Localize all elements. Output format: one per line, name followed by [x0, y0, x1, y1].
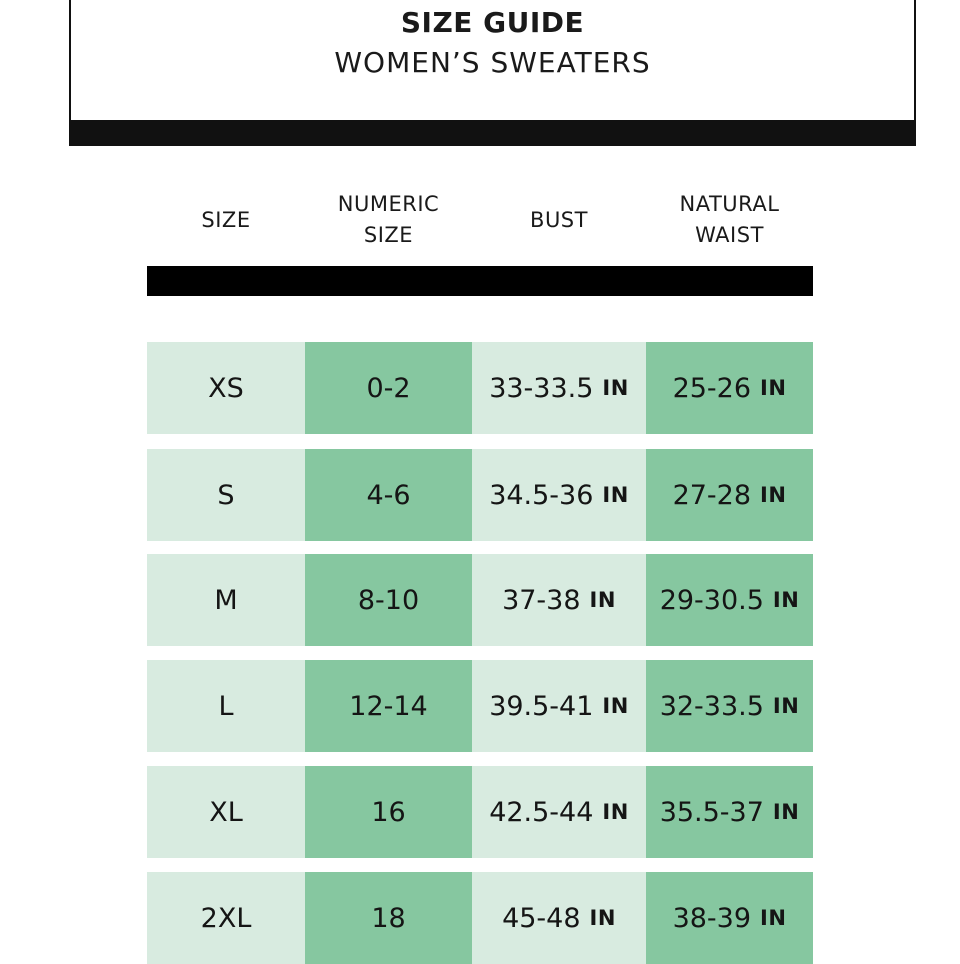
page-subtitle: WOMEN’S SWEATERS	[334, 46, 651, 79]
waist-cell	[646, 872, 813, 964]
header-divider-bar	[147, 266, 813, 296]
table-row	[147, 660, 813, 752]
size-cell: L	[147, 660, 305, 752]
numeric-size-cell: 0-2	[305, 342, 472, 434]
bust-value: 34.5-36	[489, 479, 594, 511]
unit-label: IN	[760, 483, 787, 507]
column-header-bust: BUST	[530, 207, 588, 232]
unit-label: IN	[760, 906, 787, 930]
size-cell: M	[147, 554, 305, 646]
unit-label: IN	[602, 483, 629, 507]
size-cell: XS	[147, 342, 305, 434]
size-cell: XL	[147, 766, 305, 858]
waist-value: 35.5-37	[659, 796, 764, 828]
bust-cell	[472, 766, 646, 858]
table-row	[147, 554, 813, 646]
unit-label: IN	[772, 694, 800, 718]
column-header-natural-waist: NATURAL WAIST	[679, 192, 780, 247]
bust-cell	[472, 449, 646, 541]
unit-label: IN	[760, 376, 787, 400]
numeric-size-cell: 12-14	[305, 660, 472, 752]
waist-cell	[646, 660, 813, 752]
bust-value: 42.5-44	[489, 796, 594, 828]
title-box	[69, 0, 916, 146]
waist-cell	[646, 449, 813, 541]
bust-value: 33-33.5	[489, 372, 594, 404]
waist-value: 27-28	[672, 479, 752, 511]
numeric-size-cell: 16	[305, 766, 472, 858]
column-header-size: SIZE	[201, 207, 251, 232]
waist-value: 25-26	[672, 372, 752, 404]
bust-value: 39.5-41	[489, 690, 594, 722]
table-row	[147, 449, 813, 541]
page-title: SIZE GUIDE	[400, 6, 585, 39]
unit-label: IN	[602, 694, 629, 718]
numeric-size-cell: 8-10	[305, 554, 472, 646]
table-row	[147, 342, 813, 434]
unit-label: IN	[772, 800, 800, 824]
waist-value: 29-30.5	[659, 584, 764, 616]
title-divider-bar	[71, 120, 914, 146]
table-header	[147, 180, 813, 260]
bust-cell	[472, 660, 646, 752]
waist-value: 32-33.5	[659, 690, 764, 722]
waist-value: 38-39	[672, 902, 752, 934]
bust-cell	[472, 554, 646, 646]
waist-cell	[646, 554, 813, 646]
unit-label: IN	[589, 588, 616, 612]
size-cell: S	[147, 449, 305, 541]
bust-cell	[472, 872, 646, 964]
unit-label: IN	[602, 376, 629, 400]
waist-cell	[646, 766, 813, 858]
numeric-size-cell: 4-6	[305, 449, 472, 541]
unit-label: IN	[602, 800, 629, 824]
waist-cell	[646, 342, 813, 434]
bust-cell	[472, 342, 646, 434]
numeric-size-cell: 18	[305, 872, 472, 964]
column-header-numeric-size: NUMERIC SIZE	[337, 192, 440, 247]
bust-value: 45-48	[502, 902, 581, 934]
unit-label: IN	[772, 588, 800, 612]
table-row	[147, 872, 813, 964]
bust-value: 37-38	[502, 584, 581, 616]
unit-label: IN	[589, 906, 616, 930]
size-cell: 2XL	[147, 872, 305, 964]
table-row	[147, 766, 813, 858]
